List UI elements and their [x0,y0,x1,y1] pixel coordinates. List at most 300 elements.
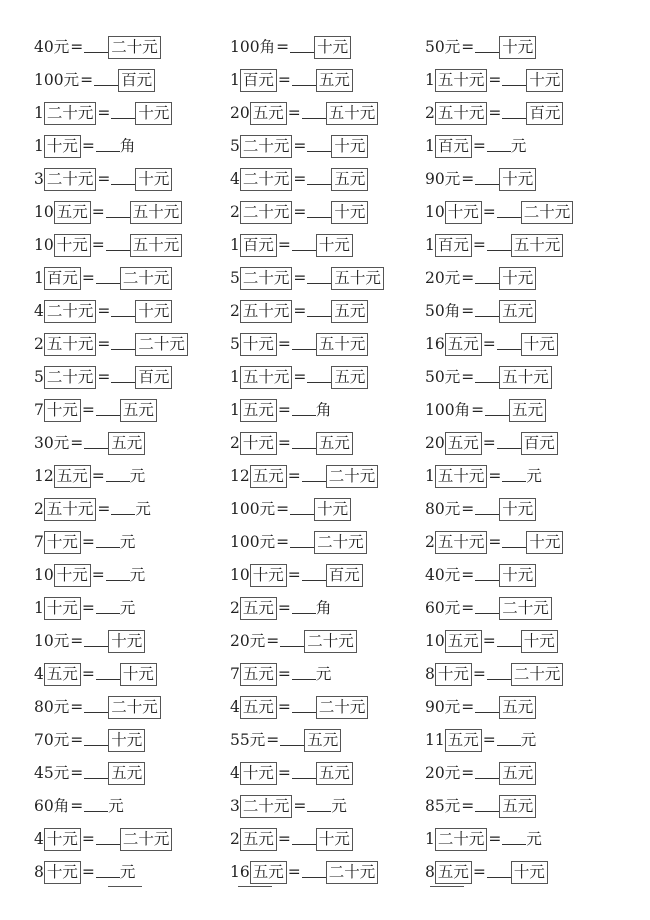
quantity-number: 1 [230,70,240,89]
equals-sign: = [293,367,307,386]
source-denomination-box: 五元 [250,861,287,884]
problem-row [425,328,625,361]
source-denomination-box: 十元 [44,828,81,851]
answer-blank[interactable] [106,216,130,218]
source-denomination-box: 十元 [44,597,81,620]
problem-row [425,559,625,592]
answer-blank[interactable] [475,183,499,185]
source-denomination-box: 二十元 [240,135,293,158]
target-denomination-box: 十元 [331,201,368,224]
problem-row [230,790,430,823]
equals-sign: = [97,301,111,320]
answer-blank[interactable] [96,546,120,548]
problem-row [34,394,234,427]
equals-sign: = [97,334,111,353]
source-denomination-box: 百元 [240,69,277,92]
source-denomination-box: 二十元 [435,828,488,851]
equals-sign: = [461,565,475,584]
source-amount: 60元 [425,598,461,617]
target-denomination-box: 二十元 [521,201,574,224]
source-denomination-box: 二十元 [44,300,97,323]
equals-sign: = [488,829,502,848]
equals-sign: = [91,466,105,485]
equals-sign: = [461,697,475,716]
problem-row [34,757,234,790]
partial-row-edge [108,886,142,889]
problem-row [230,592,430,625]
target-denomination-box: 二十元 [108,696,161,719]
answer-blank[interactable] [307,381,331,383]
answer-blank[interactable] [84,744,108,746]
problem-row [34,526,234,559]
target-denomination-box: 二十元 [304,630,357,653]
answer-blank[interactable] [475,513,499,515]
quantity-number: 7 [34,400,44,419]
answer-blank[interactable] [84,51,108,53]
source-denomination-box: 百元 [44,267,81,290]
equals-sign: = [293,268,307,287]
target-denomination-box: 五元 [316,69,353,92]
target-denomination-box: 十元 [499,168,536,191]
answer-blank[interactable] [487,678,511,680]
answer-blank[interactable] [106,579,130,581]
equals-sign: = [80,70,94,89]
target-denomination-box: 十元 [521,333,558,356]
problem-row [34,493,234,526]
problem-row [34,625,234,658]
target-denomination-box: 十元 [314,36,351,59]
problem-row [34,328,234,361]
answer-blank[interactable] [111,183,135,185]
problem-row [34,856,234,889]
target-denomination-box: 二十元 [511,663,564,686]
source-amount: 20元 [425,763,461,782]
problem-row [34,130,234,163]
answer-blank[interactable] [292,348,316,350]
quantity-number: 11 [425,730,445,749]
quantity-number: 10 [425,631,445,650]
quantity-number: 4 [230,697,240,716]
equals-sign: = [81,664,95,683]
quantity-number: 4 [34,301,44,320]
equals-sign: = [461,796,475,815]
equals-sign: = [277,664,291,683]
equals-sign: = [70,796,84,815]
quantity-number: 12 [34,466,54,485]
source-amount: 100角 [230,37,276,56]
answer-blank[interactable] [487,876,511,878]
problem-row [34,559,234,592]
source-denomination-box: 五元 [240,696,277,719]
problem-row [230,823,430,856]
quantity-number: 16 [230,862,250,881]
equals-sign: = [461,301,475,320]
answer-blank[interactable] [485,414,509,416]
source-amount: 90元 [425,169,461,188]
target-denomination-box: 十元 [499,564,536,587]
target-unit: 元 [135,499,151,518]
problem-row [425,757,625,790]
answer-blank[interactable] [487,150,511,152]
equals-sign: = [461,499,475,518]
problem-row [425,97,625,130]
source-amount: 20元 [230,631,266,650]
source-amount: 70元 [34,730,70,749]
source-denomination-box: 五元 [240,399,277,422]
answer-blank[interactable] [302,579,326,581]
equals-sign: = [70,763,84,782]
equals-sign: = [277,697,291,716]
target-unit: 元 [129,466,146,485]
target-denomination-box: 五元 [499,696,536,719]
answer-blank[interactable] [475,51,499,53]
problem-row [230,130,430,163]
equals-sign: = [488,70,502,89]
target-denomination-box: 十元 [499,36,536,59]
equals-sign: = [276,499,290,518]
equals-sign: = [482,730,496,749]
source-denomination-box: 五元 [445,432,482,455]
answer-blank[interactable] [307,315,331,317]
answer-blank[interactable] [111,315,135,317]
source-amount: 60角 [34,796,70,815]
equals-sign: = [81,532,95,551]
answer-blank[interactable] [84,777,108,779]
equals-sign: = [461,763,475,782]
source-amount: 40元 [34,37,70,56]
partial-row-edge [430,886,464,889]
target-denomination-box: 五元 [331,366,368,389]
quantity-number: 5 [230,268,240,287]
quantity-number: 4 [230,763,240,782]
equals-sign: = [293,169,307,188]
answer-blank[interactable] [96,843,120,845]
problem-row [230,394,430,427]
source-denomination-box: 二十元 [240,201,293,224]
answer-blank[interactable] [84,447,108,449]
quantity-number: 1 [425,70,435,89]
problem-row [425,724,625,757]
target-unit: 元 [520,730,537,749]
problem-row [425,394,625,427]
problem-row [230,64,430,97]
equals-sign: = [277,433,291,452]
answer-blank[interactable] [475,711,499,713]
quantity-number: 2 [34,334,44,353]
equals-sign: = [70,433,84,452]
source-denomination-box: 十元 [44,135,81,158]
answer-blank[interactable] [292,711,316,713]
answer-blank[interactable] [302,876,326,878]
quantity-number: 1 [425,235,435,254]
source-denomination-box: 五元 [240,828,277,851]
problem-row [425,163,625,196]
answer-blank[interactable] [307,216,331,218]
target-denomination-box: 二十元 [108,36,161,59]
equals-sign: = [266,730,280,749]
quantity-number: 1 [230,400,240,419]
answer-blank[interactable] [96,678,120,680]
quantity-number: 10 [34,235,54,254]
problem-row [230,427,430,460]
answer-blank[interactable] [292,249,316,251]
equals-sign: = [472,136,486,155]
answer-blank[interactable] [280,744,304,746]
answer-blank[interactable] [84,645,108,647]
answer-blank[interactable] [106,249,130,251]
problem-row [34,262,234,295]
answer-blank[interactable] [497,216,521,218]
answer-blank[interactable] [502,480,526,482]
source-denomination-box: 二十元 [44,366,97,389]
answer-blank[interactable] [475,381,499,383]
problem-row [34,823,234,856]
answer-blank[interactable] [84,711,108,713]
target-unit: 元 [119,532,136,551]
answer-blank[interactable] [502,117,526,119]
problem-row [425,64,625,97]
source-denomination-box: 五十元 [240,300,293,323]
equals-sign: = [81,136,95,155]
equals-sign: = [472,862,486,881]
target-denomination-box: 二十元 [499,597,552,620]
source-denomination-box: 十元 [54,234,91,257]
problem-row [425,31,625,64]
quantity-number: 2 [34,499,44,518]
answer-blank[interactable] [307,810,331,812]
quantity-number: 10 [34,565,54,584]
problem-row [230,493,430,526]
problem-row [425,295,625,328]
equals-sign: = [472,235,486,254]
answer-blank[interactable] [497,447,521,449]
problem-row [34,460,234,493]
problem-row [425,790,625,823]
answer-blank[interactable] [84,810,108,812]
answer-blank[interactable] [502,546,526,548]
target-denomination-box: 十元 [499,498,536,521]
problem-row [425,625,625,658]
problem-row [425,526,625,559]
target-denomination-box: 百元 [118,69,155,92]
answer-blank[interactable] [302,117,326,119]
answer-blank[interactable] [292,678,316,680]
answer-blank[interactable] [475,315,499,317]
source-amount: 10元 [34,631,70,650]
quantity-number: 10 [34,202,54,221]
source-denomination-box: 二十元 [240,795,293,818]
answer-blank[interactable] [307,150,331,152]
answer-blank[interactable] [292,777,316,779]
source-amount: 80元 [425,499,461,518]
equals-sign: = [488,532,502,551]
problem-row [425,823,625,856]
source-amount: 85元 [425,796,461,815]
target-denomination-box: 五元 [331,300,368,323]
equals-sign: = [293,202,307,221]
target-denomination-box: 二十元 [314,531,367,554]
quantity-number: 16 [425,334,445,353]
source-amount: 100元 [230,532,276,551]
target-unit: 元 [315,664,332,683]
target-denomination-box: 十元 [521,630,558,653]
answer-blank[interactable] [290,546,314,548]
problem-row [230,757,430,790]
target-denomination-box: 十元 [499,267,536,290]
target-denomination-box: 十元 [135,102,172,125]
quantity-number: 3 [230,796,240,815]
equals-sign: = [277,598,291,617]
quantity-number: 10 [425,202,445,221]
target-denomination-box: 十元 [316,234,353,257]
problem-row [230,625,430,658]
answer-blank[interactable] [292,447,316,449]
answer-blank[interactable] [475,579,499,581]
source-amount: 40元 [425,565,461,584]
problem-row [34,97,234,130]
problem-row [230,163,430,196]
problem-row [230,658,430,691]
problem-row [230,31,430,64]
equals-sign: = [461,598,475,617]
target-denomination-box: 百元 [135,366,172,389]
equals-sign: = [461,37,475,56]
target-denomination-box: 二十元 [316,696,369,719]
source-denomination-box: 五十元 [435,531,488,554]
source-amount: 100元 [230,499,276,518]
quantity-number: 4 [230,169,240,188]
problem-row [34,724,234,757]
answer-blank[interactable] [497,744,521,746]
answer-blank[interactable] [292,843,316,845]
answer-blank[interactable] [502,84,526,86]
answer-blank[interactable] [106,480,130,482]
target-denomination-box: 五十元 [326,102,379,125]
problem-row [34,295,234,328]
source-denomination-box: 二十元 [240,168,293,191]
answer-blank[interactable] [280,645,304,647]
source-denomination-box: 五十元 [435,102,488,125]
quantity-number: 1 [34,268,44,287]
answer-blank[interactable] [96,612,120,614]
equals-sign: = [277,829,291,848]
source-denomination-box: 十元 [44,531,81,554]
problem-row [34,64,234,97]
answer-blank[interactable] [497,348,521,350]
source-amount: 80元 [34,697,70,716]
source-denomination-box: 五元 [240,597,277,620]
answer-blank[interactable] [111,513,135,515]
source-amount: 45元 [34,763,70,782]
target-denomination-box: 十元 [108,630,145,653]
source-denomination-box: 五元 [250,102,287,125]
equals-sign: = [70,631,84,650]
problem-row [34,790,234,823]
answer-blank[interactable] [307,282,331,284]
answer-blank[interactable] [307,183,331,185]
problem-row [34,229,234,262]
quantity-number: 1 [425,136,435,155]
target-denomination-box: 五元 [331,168,368,191]
target-denomination-box: 十元 [135,300,172,323]
answer-blank[interactable] [292,612,316,614]
quantity-number: 1 [230,235,240,254]
source-amount: 90元 [425,697,461,716]
problem-row [34,361,234,394]
answer-blank[interactable] [302,480,326,482]
source-denomination-box: 十元 [240,762,277,785]
answer-blank[interactable] [111,117,135,119]
source-denomination-box: 五元 [54,465,91,488]
equals-sign: = [81,829,95,848]
source-amount: 50角 [425,301,461,320]
quantity-number: 2 [230,202,240,221]
answer-blank[interactable] [475,282,499,284]
quantity-number: 10 [230,565,250,584]
equals-sign: = [287,466,301,485]
quantity-number: 5 [230,334,240,353]
source-amount: 50元 [425,37,461,56]
target-denomination-box: 五十元 [130,201,183,224]
quantity-number: 2 [230,433,240,452]
equals-sign: = [81,268,95,287]
answer-blank[interactable] [111,381,135,383]
source-amount: 100元 [34,70,80,89]
equals-sign: = [287,103,301,122]
answer-blank[interactable] [290,51,314,53]
answer-blank[interactable] [292,84,316,86]
answer-blank[interactable] [96,282,120,284]
answer-blank[interactable] [475,810,499,812]
equals-sign: = [266,631,280,650]
answer-blank[interactable] [94,84,118,86]
target-unit: 角 [119,136,136,155]
target-denomination-box: 五十元 [499,366,552,389]
equals-sign: = [461,169,475,188]
answer-blank[interactable] [475,777,499,779]
equals-sign: = [472,664,486,683]
equals-sign: = [482,334,496,353]
target-denomination-box: 百元 [526,102,563,125]
target-denomination-box: 五十元 [130,234,183,257]
answer-blank[interactable] [487,249,511,251]
source-denomination-box: 十元 [435,663,472,686]
answer-blank[interactable] [111,348,135,350]
answer-blank[interactable] [96,414,120,416]
answer-blank[interactable] [502,843,526,845]
source-denomination-box: 五元 [445,630,482,653]
quantity-number: 2 [230,301,240,320]
target-denomination-box: 十元 [316,828,353,851]
target-unit: 元 [108,796,124,815]
source-amount: 100角 [425,400,471,419]
equals-sign: = [488,466,502,485]
equals-sign: = [461,268,475,287]
target-unit: 角 [315,400,332,419]
answer-blank[interactable] [290,513,314,515]
answer-blank[interactable] [292,414,316,416]
answer-blank[interactable] [96,150,120,152]
quantity-number: 4 [34,664,44,683]
problem-row [34,31,234,64]
problem-row [425,427,625,460]
answer-blank[interactable] [475,612,499,614]
equals-sign: = [277,235,291,254]
target-denomination-box: 五元 [304,729,341,752]
answer-blank[interactable] [497,645,521,647]
target-unit: 元 [526,829,542,848]
answer-blank[interactable] [96,876,120,878]
